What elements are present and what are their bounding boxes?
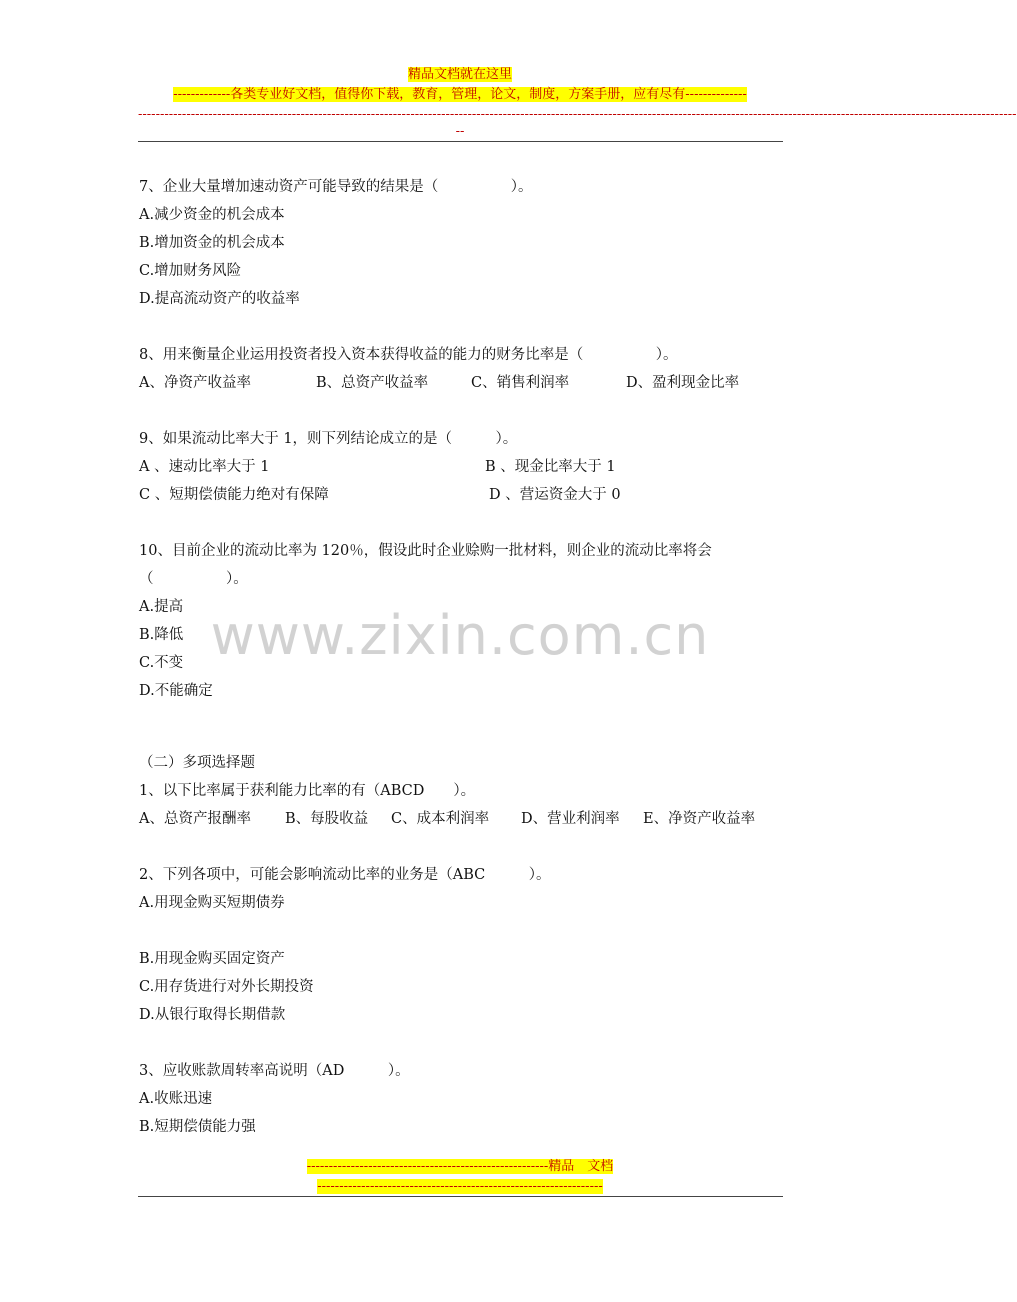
s2-q3-stem: 3、应收账款周转率高说明（AD ）。: [139, 1063, 410, 1079]
q8-option-b: B、总资产收益率: [316, 375, 429, 391]
s2-q1-option-b: B、每股收益: [285, 811, 369, 827]
q7-option-b: B.增加资金的机会成本: [139, 235, 285, 251]
section-title: （二）多项选择题: [139, 755, 255, 771]
s2-q1-stem: 1、以下比率属于获利能力比率的有（ABCD ）。: [139, 783, 476, 799]
q8-stem: 8、用来衡量企业运用投资者投入资本获得收益的能力的财务比率是（ ）。: [139, 347, 678, 363]
q9-stem: 9、如果流动比率大于 1，则下列结论成立的是（ ）。: [139, 431, 518, 447]
s2-q1-option-a: A、总资产报酬率: [139, 811, 251, 827]
s2-q1-options: [139, 805, 789, 833]
s2-q3-option-b: B.短期偿债能力强: [139, 1119, 256, 1135]
q10-stem: 10、目前企业的流动比率为 120％，假设此时企业赊购一批材料，则企业的流动比率将会: [139, 543, 712, 559]
header-banner: [0, 86, 920, 103]
footer-dash: [0, 1178, 920, 1195]
q8-options: [139, 369, 789, 397]
q9-option-d: D 、营运资金大于 0: [489, 487, 621, 503]
header-rule: [138, 141, 783, 142]
s2-q2-option-c: C.用存货进行对外长期投资: [139, 979, 314, 995]
q7-stem: 7、企业大量增加速动资产可能导致的结果是（ ）。: [139, 179, 533, 195]
s2-q1-option-d: D、营业利润率: [521, 811, 620, 827]
q7-option-a: A.减少资金的机会成本: [139, 207, 285, 223]
q7-option-d: D.提高流动资产的收益率: [139, 291, 300, 307]
q9-options-row1: [139, 453, 789, 481]
document-body: [139, 173, 789, 1141]
q7-option-c: C.增加财务风险: [139, 263, 242, 279]
q9-option-a: A 、速动比率大于 1: [139, 459, 270, 475]
q10-option-c: C.不变: [139, 655, 184, 671]
q10-option-b: B.降低: [139, 627, 184, 643]
q9-options-row2: [139, 481, 789, 509]
footer-banner: [0, 1158, 920, 1175]
s2-q2-stem: 2、下列各项中，可能会影响流动比率的业务是（ABC ）。: [139, 867, 551, 883]
footer-banner-text: -------------------------------------------------------精品 文档: [306, 1159, 614, 1174]
q10-option-a: A.提高: [139, 599, 184, 615]
header-dash-tail: --: [455, 124, 465, 139]
q8-option-a: A、净资产收益率: [139, 375, 251, 391]
footer-dash-text: -----------------------------------------------------------------: [317, 1179, 603, 1194]
header-title-text: 精品文档就在这里: [407, 67, 512, 82]
s2-q2-option-d: D.从银行取得长期借款: [139, 1007, 286, 1023]
header-banner-text: -------------各类专业好文档，值得你下载，教育，管理，论文，制度，方案手册，应有尽有--------------: [173, 87, 747, 102]
q8-option-d: D、盈利现金比率: [626, 375, 740, 391]
header-title: [0, 66, 920, 83]
q10-stem-cont: （ ）。: [139, 571, 248, 587]
footer-rule: [138, 1196, 783, 1197]
q10-option-d: D.不能确定: [139, 683, 213, 699]
s2-q1-option-e: E、净资产收益率: [643, 811, 756, 827]
header-dash-line: --------------------------------------------------------------------------------------------------------------------------------------------------------------------------------------------------------: [138, 107, 1017, 122]
q9-option-c: C 、短期偿债能力绝对有保障: [139, 487, 329, 503]
s2-q2-option-b: B.用现金购买固定资产: [139, 951, 285, 967]
q9-option-b: B 、现金比率大于 1: [485, 459, 616, 475]
q8-option-c: C、销售利润率: [471, 375, 570, 391]
s2-q1-option-c: C、成本利润率: [391, 811, 490, 827]
s2-q3-option-a: A.收账迅速: [139, 1091, 213, 1107]
watermark: www.zixin.com.cn: [210, 604, 710, 667]
s2-q2-option-a: A.用现金购买短期债券: [139, 895, 285, 911]
